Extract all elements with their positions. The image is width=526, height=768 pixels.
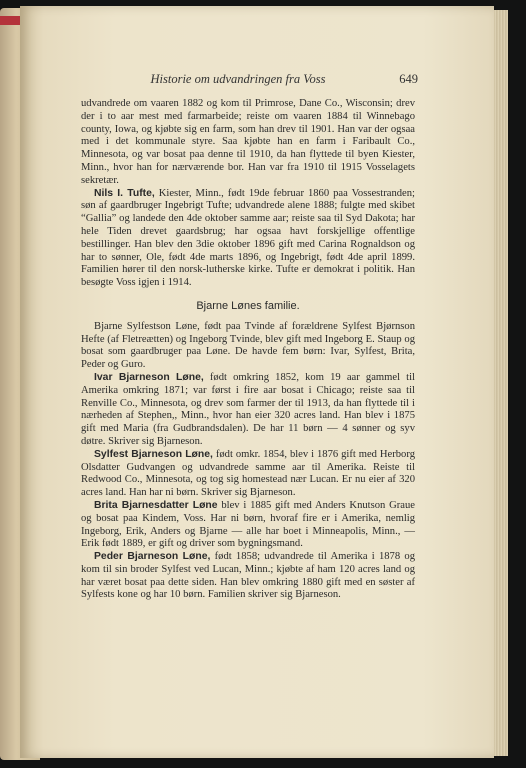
paragraph-peder [81,551,415,602]
paragraph-brita [81,500,415,551]
entry-text: blev i 1885 gift med Anders Knutson Graue og bosat paa Kindem, Voss. Har ni børn, hvoraf fire er i Amerika, nemlig Ingeborg, Erik, Anders og Bjarne — alle har boet i Minneapolis, Minn., — Erik født 1889, er gift og driver som bygningsmand. [81,499,415,550]
entry-text: Kiester, Minn., født 19de februar 1860 paa Vossestranden; søn af gaardbruger Ingebrigt Tufte; udvandrede alene 1888; fulgte med skibet “Gallia” og landede den 4de oktober samme aar; reiste saa til Syd Dakota; har hele Tiden drevet gaardsbrug; har ogsaa havt forskjellige offentlige bestillinger. Han blev den 3die oktober 1896 gift med Carina Rognaldson og har to sønner, Ole, født 4de marts 1896, og Ingebrigt, født 4de april 1899. Familien hører til den norsk-lutherske kirke. Tufte er demokrat i politik. Han besøgte Voss igjen i 1914. [81,187,415,289]
entry-text: født omkring 1852, kom 19 aar gammel til Amerika omkring 1871; var først i fire aar bosat i Chicago; reiste saa til Renville Co., Minnesota, og drev som farmer der til 1913, da han flyttede til i nærheden af Stephen,, Minn., hvor han eier 320 acres land. Han blev i 1875 gift med Maria (fra Gudbrandsdalen). De har 11 børn — 4 sønner og syv døtre. Skriver sig Bjarneson. [81,371,415,447]
entry-name: Nils I. Tufte, [94,187,155,199]
page-body [81,98,415,602]
entry-name: Sylfest Bjarneson Løne, [94,448,213,460]
page-stack-edge [494,10,508,756]
paragraph-continuation: udvandrede om vaaren 1882 og kom til Primrose, Dane Co., Wisconsin; drev der i to aar mest med farmarbeide; reiste om vaaren 1884 til Winnebago county, Iowa, og kjøbte sig en farm, som han drev til 1901. Han var der ogsaa med i det kommunale styre. Saa kjøbte han en farm i Faribault Co., Minnesota, og var bosat paa denne til 1910, da han flyttede til byen Kiester, Minn., hvor han for nærværende bor. Han var fra 1910 til 1915 Vosselagets sekretær. [81,98,415,186]
entry-name: Peder Bjarneson Løne, [94,551,211,563]
entry-name: Brita Bjarnesdatter Løne [94,499,218,511]
page-number: 649 [399,72,418,86]
paragraph-tufte [81,188,415,290]
paragraph-sylfest [81,449,415,500]
paragraph-ivar [81,372,415,449]
running-header: Historie om udvandringen fra Voss [150,72,326,86]
paragraph-bjarne: Bjarne Sylfestson Løne, født paa Tvinde af forældrene Sylfest Bjørnson Hefte (af Fletreætten) og Ingeborg Tvinde, blev gift med Ingeborg E. Staup og bosat som gaardbruger paa Løne. De havde fem børn: Ivar, Sylfest, Brita, Peder og Guro. [81,320,415,371]
section-heading: Bjarne Lønes familie. [196,299,300,312]
entry-name: Ivar Bjarneson Løne, [94,371,204,383]
entry-text: født omkr. 1854, blev i 1876 gift med Herborg Olsdatter Gudvangen og udvandrede samme aar til Amerika. Reiste til Redwood Co., Minnesota, og tog sig homestead nær Lucan. Er nu eier af 320 acres land. Han har ni børn. Skriver sig Bjarneson. [81,448,415,499]
entry-text: født 1858; udvandrede til Amerika i 1878 og kom til sin broder Sylfest ved Lucan, Minn.; kjøbte af ham 120 acres land og har været bosat paa dette siden. Han blev omkring 1880 gift med en søster af Sylfests kone og har 10 børn. Familien skriver sig Bjarneson. [81,551,415,601]
